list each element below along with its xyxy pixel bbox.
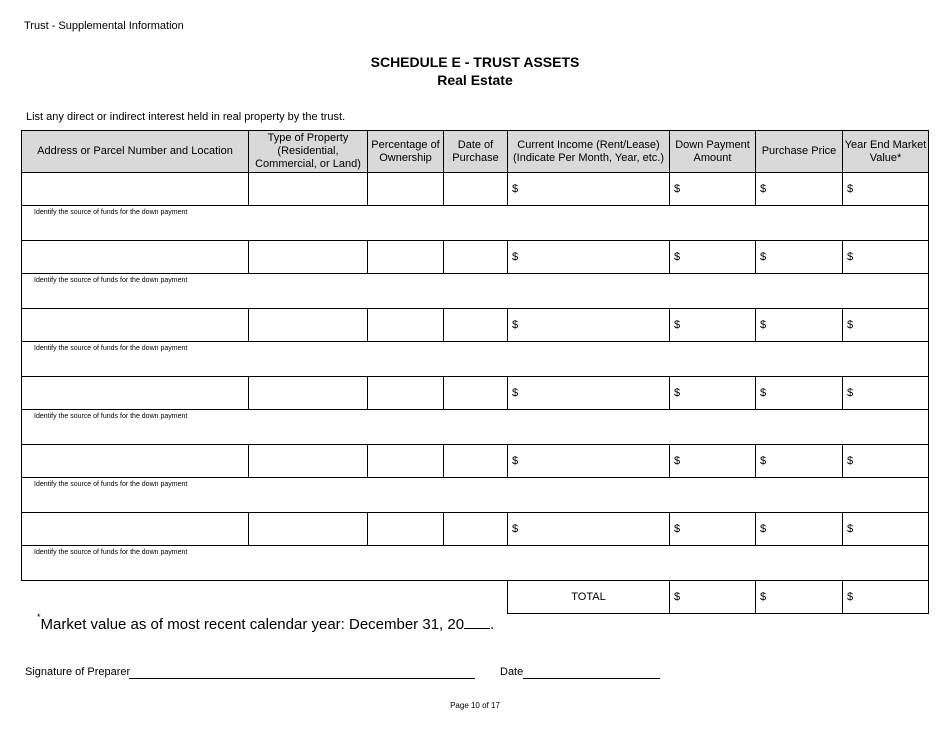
address-field[interactable] xyxy=(22,445,249,478)
ownership-percentage-field[interactable] xyxy=(368,241,444,274)
purchase-price-field[interactable]: $ xyxy=(756,173,843,206)
source-of-funds-label: Identify the source of funds for the down payment xyxy=(34,345,188,352)
signature-label: Signature of Preparer xyxy=(25,666,131,678)
footnote-marker: * xyxy=(37,612,41,622)
ownership-percentage-field[interactable] xyxy=(368,513,444,546)
purchase-date-field[interactable] xyxy=(444,377,508,410)
date-label: Date xyxy=(500,666,524,678)
purchase-price-field[interactable]: $ xyxy=(756,309,843,342)
table-row xyxy=(22,513,929,546)
property-type-field[interactable] xyxy=(249,173,368,206)
source-of-funds-field[interactable] xyxy=(22,478,929,513)
current-income-field[interactable]: $ xyxy=(508,513,670,546)
table-row xyxy=(22,309,929,342)
source-of-funds-row xyxy=(22,342,929,377)
table-row xyxy=(22,173,929,206)
current-income-field[interactable]: $ xyxy=(508,173,670,206)
source-of-funds-row xyxy=(22,546,929,581)
down-payment-field[interactable]: $ xyxy=(670,173,756,206)
signature-field[interactable] xyxy=(129,678,475,679)
ownership-percentage-field[interactable] xyxy=(368,309,444,342)
table-header-row xyxy=(22,131,929,173)
address-field[interactable] xyxy=(22,173,249,206)
ownership-percentage-field[interactable] xyxy=(368,377,444,410)
market-value-field[interactable]: $ xyxy=(843,173,929,206)
address-field[interactable] xyxy=(22,513,249,546)
col-header-date: Date of Purchase xyxy=(444,131,508,173)
purchase-price-field[interactable]: $ xyxy=(756,241,843,274)
source-of-funds-row xyxy=(22,274,929,309)
table-row xyxy=(22,445,929,478)
schedule-title: SCHEDULE E - TRUST ASSETS xyxy=(370,54,580,70)
property-type-field[interactable] xyxy=(249,513,368,546)
col-header-purchase-price: Purchase Price xyxy=(756,131,843,173)
source-of-funds-label: Identify the source of funds for the down payment xyxy=(34,413,188,420)
real-estate-table xyxy=(21,130,928,614)
total-label: TOTAL xyxy=(508,581,670,614)
table-row xyxy=(22,241,929,274)
ownership-percentage-field[interactable] xyxy=(368,173,444,206)
down-payment-field[interactable]: $ xyxy=(670,241,756,274)
purchase-date-field[interactable] xyxy=(444,445,508,478)
source-of-funds-field[interactable] xyxy=(22,410,929,445)
current-income-field[interactable]: $ xyxy=(508,241,670,274)
market-value-field[interactable]: $ xyxy=(843,513,929,546)
purchase-date-field[interactable] xyxy=(444,173,508,206)
instruction-text: List any direct or indirect interest held in real property by the trust. xyxy=(26,111,346,123)
col-header-down-payment: Down Payment Amount xyxy=(670,131,756,173)
col-header-percentage: Percentage of Ownership xyxy=(368,131,444,173)
date-field[interactable] xyxy=(523,678,660,679)
year-blank-field[interactable] xyxy=(464,614,490,629)
footnote-text: Market value as of most recent calendar year: December 31, 20 xyxy=(40,616,465,633)
down-payment-field[interactable]: $ xyxy=(670,513,756,546)
purchase-date-field[interactable] xyxy=(444,513,508,546)
current-income-field[interactable]: $ xyxy=(508,445,670,478)
market-value-field[interactable]: $ xyxy=(843,241,929,274)
source-of-funds-label: Identify the source of funds for the down payment xyxy=(34,481,188,488)
col-header-address: Address or Parcel Number and Location xyxy=(22,131,249,173)
purchase-date-field[interactable] xyxy=(444,241,508,274)
source-of-funds-field[interactable] xyxy=(22,546,929,581)
purchase-date-field[interactable] xyxy=(444,309,508,342)
total-purchase-price-field[interactable]: $ xyxy=(756,581,843,614)
ownership-percentage-field[interactable] xyxy=(368,445,444,478)
source-of-funds-label: Identify the source of funds for the down payment xyxy=(34,549,188,556)
property-type-field[interactable] xyxy=(249,377,368,410)
page-number: Page 10 of 17 xyxy=(450,701,500,710)
total-row xyxy=(22,581,929,614)
schedule-subtitle: Real Estate xyxy=(437,72,513,88)
down-payment-field[interactable]: $ xyxy=(670,309,756,342)
address-field[interactable] xyxy=(22,377,249,410)
form-header: Trust - Supplemental Information xyxy=(24,20,184,32)
current-income-field[interactable]: $ xyxy=(508,309,670,342)
total-down-payment-field[interactable]: $ xyxy=(670,581,756,614)
property-type-field[interactable] xyxy=(249,309,368,342)
current-income-field[interactable]: $ xyxy=(508,377,670,410)
source-of-funds-field[interactable] xyxy=(22,274,929,309)
source-of-funds-label: Identify the source of funds for the down payment xyxy=(34,277,188,284)
source-of-funds-field[interactable] xyxy=(22,206,929,241)
purchase-price-field[interactable]: $ xyxy=(756,377,843,410)
purchase-price-field[interactable]: $ xyxy=(756,445,843,478)
market-value-footnote: *Market value as of most recent calendar year: December 31, 20 . xyxy=(37,612,495,633)
source-of-funds-row xyxy=(22,206,929,241)
col-header-type: Type of Property (Residential, Commercial, or Land) xyxy=(249,131,368,173)
address-field[interactable] xyxy=(22,309,249,342)
source-of-funds-row xyxy=(22,410,929,445)
down-payment-field[interactable]: $ xyxy=(670,377,756,410)
table-row xyxy=(22,377,929,410)
col-header-market-value: Year End Market Value* xyxy=(843,131,929,173)
source-of-funds-row xyxy=(22,478,929,513)
purchase-price-field[interactable]: $ xyxy=(756,513,843,546)
col-header-income: Current Income (Rent/Lease) (Indicate Per Month, Year, etc.) xyxy=(508,131,670,173)
source-of-funds-field[interactable] xyxy=(22,342,929,377)
property-type-field[interactable] xyxy=(249,445,368,478)
market-value-field[interactable]: $ xyxy=(843,377,929,410)
market-value-field[interactable]: $ xyxy=(843,309,929,342)
market-value-field[interactable]: $ xyxy=(843,445,929,478)
down-payment-field[interactable]: $ xyxy=(670,445,756,478)
total-market-value-field[interactable]: $ xyxy=(843,581,929,614)
property-type-field[interactable] xyxy=(249,241,368,274)
address-field[interactable] xyxy=(22,241,249,274)
source-of-funds-label: Identify the source of funds for the down payment xyxy=(34,209,188,216)
